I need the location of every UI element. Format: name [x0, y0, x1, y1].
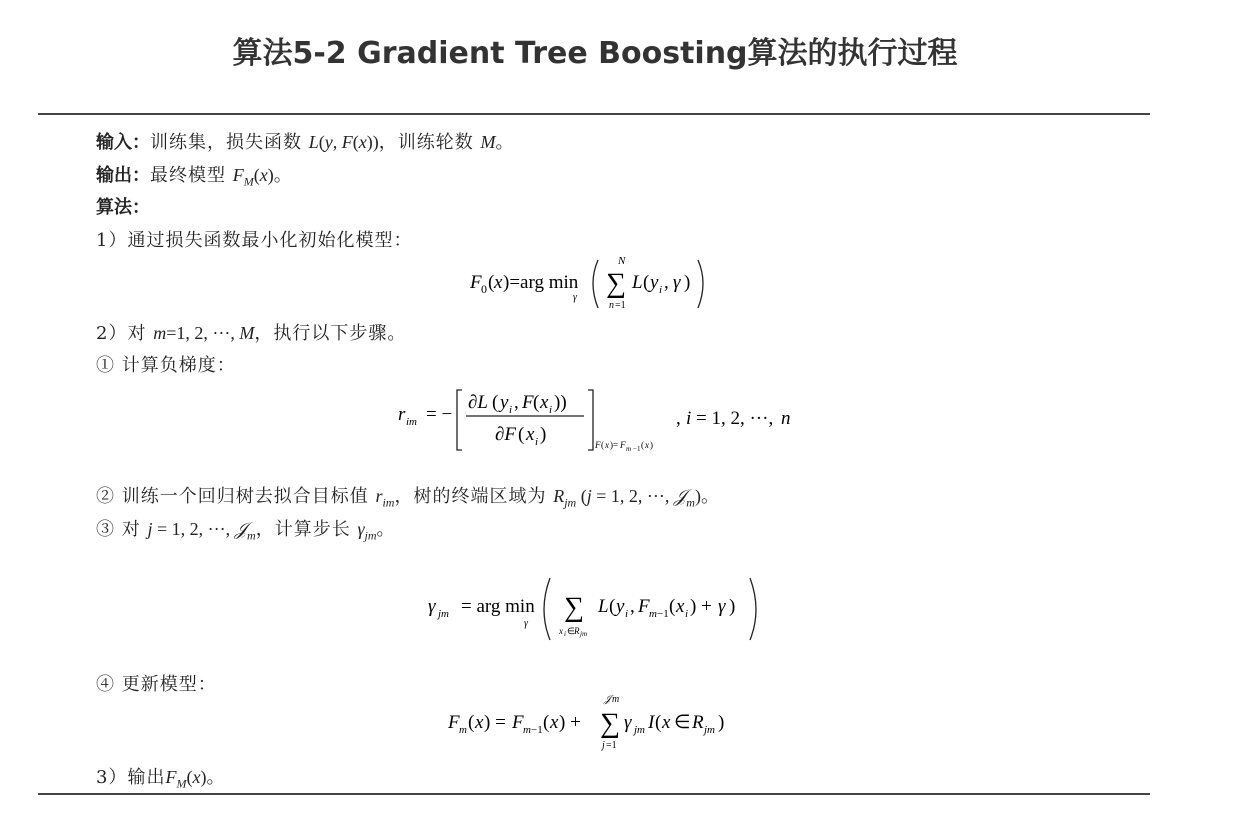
svg-text:x: x [526, 424, 535, 445]
svg-text:(: ( [641, 440, 644, 450]
output-text-1: 最终模型 [150, 165, 233, 186]
svg-text:r: r [398, 404, 406, 425]
svg-text:F: F [470, 272, 482, 293]
svg-text:∈: ∈ [674, 712, 691, 733]
svg-text:(: ( [609, 596, 616, 617]
step-2-prefix: 2）对 [96, 323, 154, 344]
substep-2-prefix: ② 训练一个回归树去拟合目标值 [96, 486, 376, 507]
svg-text:−1: −1 [531, 724, 543, 736]
svg-text:i: i [535, 436, 539, 448]
algorithm-label: 算法： [96, 197, 150, 218]
svg-text:F: F [620, 440, 626, 450]
formula-init [470, 250, 730, 316]
svg-text:m: m [649, 608, 657, 620]
substep-1: ① 计算负梯度： [96, 355, 236, 376]
svg-text:jm: jm [580, 630, 587, 638]
svg-text:−1: −1 [657, 608, 669, 620]
svg-text:= −: = − [426, 404, 453, 425]
substep-4: ④ 更新模型： [96, 674, 217, 695]
svg-text:=1: =1 [615, 300, 626, 311]
svg-text:): ) [650, 440, 653, 450]
svg-text:i: i [686, 408, 692, 429]
svg-text:m: m [612, 694, 620, 705]
step-2-suffix: ，执行以下步骤。 [254, 323, 407, 344]
output-text-2: 。 [273, 165, 293, 186]
svg-text:y: y [616, 596, 625, 617]
svg-text:jm: jm [438, 608, 449, 620]
svg-text:x: x [605, 440, 609, 450]
svg-text:γ: γ [428, 596, 436, 617]
step-2: 2）对 m=1, 2, ···, M，执行以下步骤。 [96, 323, 407, 344]
svg-text:(: ( [643, 272, 650, 293]
svg-text:,: , [664, 272, 669, 293]
input-line: 输入：训练集，损失函数 L(y, F(x))，训练轮数 M。 [96, 132, 515, 153]
svg-text:F: F [522, 392, 534, 413]
substep-2-mid: ，树的终端区域为 [394, 486, 554, 507]
svg-text:n: n [781, 408, 791, 429]
substep-3-mid: ，计算步长 [255, 519, 358, 540]
svg-text:i: i [659, 284, 663, 296]
svg-text:𝒥: 𝒥 [604, 694, 611, 705]
svg-text:γ: γ [524, 618, 528, 629]
step-3-prefix: 3）输出 [96, 767, 166, 788]
formula-gradient [398, 380, 798, 456]
svg-text:L: L [632, 272, 643, 293]
svg-text:x: x [662, 712, 671, 733]
svg-text:= 1, 2, ···,: = 1, 2, ···, [696, 408, 774, 429]
svg-text:N: N [618, 255, 626, 267]
output-label: 输出： [96, 165, 150, 186]
svg-text:∂F: ∂F [495, 424, 516, 445]
output-line: 输出：最终模型 $F_M(x)$。 [96, 165, 293, 189]
svg-text:(: ( [669, 596, 676, 617]
input-rounds: M [480, 132, 496, 152]
svg-text:y: y [650, 272, 659, 293]
svg-text:F: F [512, 712, 524, 733]
output-model: $F_M$ [232, 165, 254, 189]
svg-text:x: x [475, 712, 484, 733]
svg-text:j: j [602, 740, 605, 751]
svg-text:x: x [645, 440, 649, 450]
svg-text:i: i [685, 608, 689, 620]
step-1: 1）通过损失函数最小化初始化模型： [96, 230, 413, 251]
svg-text:L: L [598, 596, 609, 617]
svg-text:R: R [574, 626, 580, 636]
input-text-2: ，训练轮数 [378, 132, 481, 153]
svg-text:I: I [648, 712, 655, 733]
svg-text:y: y [500, 392, 509, 413]
page-title: 算法5-2 Gradient Tree Boosting算法的执行过程 [232, 36, 958, 71]
formula-update [448, 690, 768, 756]
svg-text:)=: )= [610, 440, 619, 450]
svg-text:x: x [550, 712, 559, 733]
svg-text:,: , [676, 408, 681, 429]
substep-2-suffix: 。 [700, 486, 720, 507]
svg-text:): ) [684, 272, 691, 293]
svg-text:(: ( [601, 440, 604, 450]
svg-text:(: ( [533, 392, 540, 413]
svg-text:): ) [718, 712, 725, 733]
substep-3-prefix: ③ 对 [96, 519, 148, 540]
svg-text:R: R [692, 712, 704, 733]
svg-text:∑: ∑ [600, 708, 620, 739]
formula-step-size [428, 572, 778, 646]
svg-text:m: m [459, 724, 467, 736]
svg-text:(: ( [488, 272, 495, 293]
svg-text:,: , [630, 596, 635, 617]
svg-text:jm: jm [704, 724, 715, 736]
svg-text:=1: =1 [606, 740, 617, 751]
algorithm-line [96, 193, 150, 219]
substep-2: ② 训练一个回归树去拟合目标值 $r_{im}$，树的终端区域为 $R_{jm}$ (j = 1, 2, ···, 𝒥$_m$)。 [96, 486, 720, 510]
svg-text:∂L: ∂L [468, 392, 488, 413]
svg-text:F: F [448, 712, 460, 733]
svg-text:x: x [559, 626, 563, 636]
svg-text:γ: γ [573, 292, 577, 303]
top-rule [38, 113, 1150, 115]
svg-text:γ: γ [624, 712, 632, 733]
svg-text:i: i [509, 404, 513, 416]
svg-text:,: , [514, 392, 519, 413]
svg-text:= arg min: = arg min [461, 596, 535, 617]
svg-text:) +: ) + [559, 712, 581, 733]
svg-text:i: i [549, 404, 553, 416]
svg-text:0: 0 [481, 282, 487, 296]
svg-text:m: m [523, 724, 531, 736]
svg-text:) +: ) + [690, 596, 712, 617]
svg-text:(: ( [492, 392, 499, 413]
bottom-rule [38, 793, 1150, 795]
svg-text:(: ( [655, 712, 662, 733]
svg-text:−1: −1 [633, 445, 641, 453]
svg-text:∑: ∑ [564, 592, 584, 623]
svg-text:x: x [494, 272, 503, 293]
svg-text:n: n [609, 300, 614, 311]
svg-text:m: m [626, 445, 632, 453]
svg-text:∑: ∑ [606, 268, 626, 299]
svg-text:): ) [729, 596, 736, 617]
svg-text:jm: jm [634, 724, 645, 736]
svg-text:i: i [625, 608, 629, 620]
svg-text:F: F [595, 440, 601, 450]
svg-text:im: im [406, 416, 417, 428]
svg-text:): ) [540, 424, 547, 445]
input-label: 输入： [96, 132, 150, 153]
substep-3: ③ 对 j = 1, 2, ···, 𝒥$_m$，计算步长 $\gamma_{jm}$。 [96, 519, 396, 543]
svg-text:(: ( [468, 712, 475, 733]
input-text-1: 训练集，损失函数 [150, 132, 309, 153]
input-text-3: 。 [495, 132, 515, 153]
svg-text:x: x [540, 392, 549, 413]
svg-text:x: x [676, 596, 685, 617]
substep-3-suffix: 。 [376, 519, 396, 540]
svg-text:γ: γ [718, 596, 726, 617]
svg-text:(: ( [518, 424, 525, 445]
svg-text:F: F [638, 596, 650, 617]
svg-text:(: ( [543, 712, 550, 733]
svg-text:∈: ∈ [567, 626, 575, 636]
input-loss-function: L [308, 132, 319, 152]
svg-text:)=arg min: )=arg min [503, 272, 579, 293]
svg-text:γ: γ [673, 272, 681, 293]
step-3-suffix: 。 [206, 767, 226, 788]
svg-text:i: i [564, 630, 566, 638]
step-3: 3）输出$F_M(x)$。 [96, 767, 226, 791]
svg-text:)): )) [554, 392, 567, 413]
svg-text:) =: ) = [484, 712, 506, 733]
